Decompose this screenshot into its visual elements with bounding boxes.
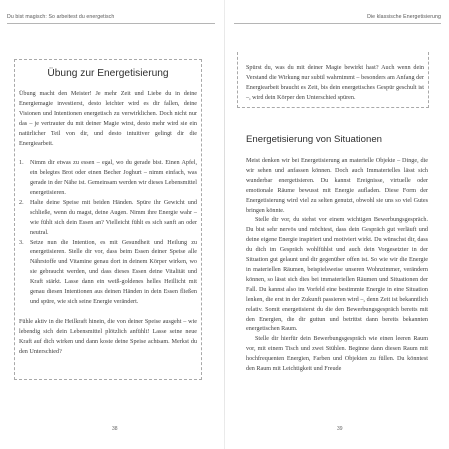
running-head-left: Du bist magisch: So arbeitest du energetisch [7, 14, 115, 20]
right-page [225, 0, 449, 449]
exercise-steps [19, 159, 197, 308]
exercise-step: 1. Nimm dir etwas zu essen – egal, wo du gerade bist. Einen Apfel, ein belegtes Brot oder einen Becher Joghurt – nimm einfach, was gerade in der Nähe ist. Gemeinsam werden wir dieses Lebensmittel energetisieren. [19, 160, 197, 197]
header-rule-right [234, 23, 441, 24]
paragraph: Meist denken wir bei Energetisierung an materielle Objekte – Dinge, die wir sehen und anfassen können. Doch auch Immaterielles lässt sich wunderbar energetisieren. Du kannst Ereignisse, virtuelle oder emotionale Räume bewusst mit Energie aufladen. Diese Form der Energetisierung wird viel zu selten genutzt, obwohl sie uns so viel Gutes bringen könnte. [246, 158, 428, 214]
exercise-step: 2. Halte deine Speise mit beiden Händen. Spüre ihr Gewicht und schließe, wenn du magst, deine Augen. Nimm ihre Energie wahr – wie fühlt sich dein Essen an? Vielleicht fühlt es sich sanft an oder neutral. [19, 199, 197, 236]
exercise-intro: Übung macht den Meister! Je mehr Zeit und Liebe du in deine Energiemagie investierst, desto leichter wird es dir fallen, deine Visionen und Intentionen energetisch zu verwirklichen. Doch nicht nur das – je vertrauter du mit deiner Magie wirst, desto mehr wird sie ein natürlicher Teil von dir, und desto intuitiver gelingt dir die Energiearbeit. [19, 91, 197, 147]
section-title: Energetisierung von Situationen [246, 134, 383, 145]
header-rule-left [7, 23, 215, 24]
paragraph: Stelle dir hierfür dein Bewerbungsgespräch wie einen leeren Raum vor, mit einem Tisch und zwei Stühlen. Beginne dann diesen Raum mit hochfrequenten Energien, Farben und Objekten zu füllen. Du könntest den Raum mit Leichtigkeit und Freude [246, 336, 428, 373]
exercise-body [19, 90, 197, 357]
exercise-continuation: Spürst du, was du mit deiner Magie bewirkt hast? Auch wenn dein Verstand die Wirkung nur subtil wahrnimmt – besonders am Anfang der Energiearbeit braucht es Zeit, bis dein energetisches Gespür geschult ist –, wird dein Körper den Unterschied spüren. [246, 65, 424, 101]
page-number-left: 38 [112, 426, 118, 432]
exercise-title: Übung zur Energetisierung [47, 68, 169, 79]
exercise-step: 3. Setze nun die Intention, es mit Gesundheit und Heilung zu energetisieren. Stelle dir vor, dass beim Essen deiner Speise alle Nährstoffe und Vitamine genau dort in deinem Körper wirken, wo sie gebraucht werden, und dass dieses Essen deine Vitalität und Kraft stärkt. Lasse dann ein weiß-goldenes helles Heillicht mit genau diesen Intentionen aus deinen Händen in dein Essen fließen und spüre, wie sich seine Energie verändert. [19, 239, 197, 306]
page-number-right: 39 [337, 426, 343, 432]
paragraph: Stelle dir vor, du stehst vor einem wichtigen Bewerbungsgespräch. Du bist sehr nervös und möchtest, dass dein Gespräch gut verläuft und deine eigene Energie inspiriert und motiviert wirkt. Du wünschst dir, dass du dich im Gespräch wohlfühlst und auch dein Vorgesetzter in der Situation gut gelaunt und dir gegenüber offen ist. So wie wir die Energie in materiellen Räumen, beispielsweise unseren Wohnzimmer, verändern können, so lässt sich dies bei immateriellen Räumen und Situationen der Fall. Du kannst also im Vorfeld eine bestimmte Energie in eine Situation lenken, die erst in der Zukunft passieren wird –, denn Zeit ist bekanntlich relativ. Somit energetisierst du die den Bewerbungsgespräch bereits mit den Energien, die dir guttun und betrittst dann bereits bekannten energetischen Raum. [246, 217, 428, 333]
exercise-closing: Fühle aktiv in die Heilkraft hinein, die von deiner Speise ausgeht – wie lebendig sich dein Lebensmittel plötzlich anfühlt! Lasse seine neue Kraft auf dich wirken und dann koste deine Speise achtsam. Merkst du den Unterschied? [19, 318, 197, 355]
left-page [0, 0, 224, 449]
section-body [246, 157, 428, 375]
running-head-right: Die klassische Energetisierung [367, 14, 441, 20]
